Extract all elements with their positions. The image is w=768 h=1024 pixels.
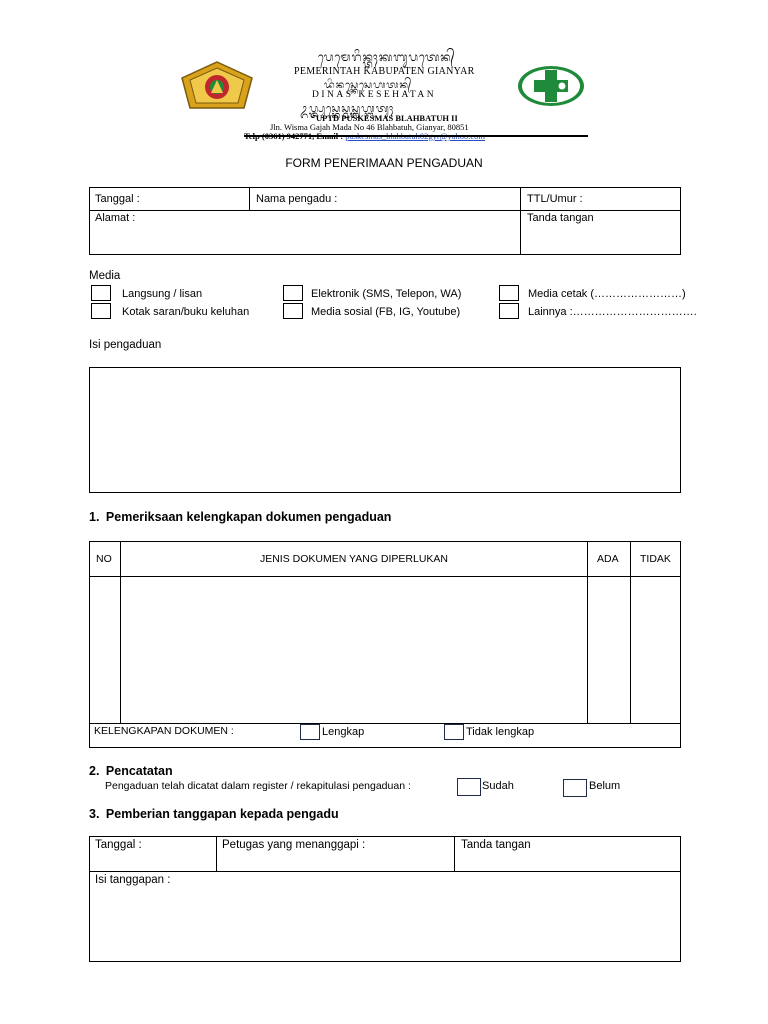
doc-footer-divider (89, 723, 681, 724)
header-col-divider-1 (249, 187, 250, 211)
tanggal-field[interactable]: Tanggal : (95, 193, 140, 205)
section-2-title: Pencatatan (105, 764, 173, 778)
tanggapan-col-2 (454, 836, 455, 872)
col-header-no: NO (96, 553, 112, 565)
col-header-ada: ADA (597, 553, 619, 565)
tanda-tangan-field[interactable]: Tanda tangan (527, 212, 594, 224)
health-cross-logo (516, 64, 586, 108)
doc-header-divider (89, 576, 681, 577)
isi-pengaduan-label: Isi pengaduan (89, 339, 162, 351)
org-line-2: DINAS KESEHATAN (312, 90, 437, 100)
isi-pengaduan-box[interactable] (89, 367, 681, 493)
org-line-3: UPTD PUSKESMAS BLAHBATUH II (316, 113, 458, 123)
tidak-lengkap-label: Tidak lengkap (466, 726, 535, 738)
header-col-divider-2 (520, 187, 521, 255)
checkbox-media-sosial[interactable] (283, 303, 303, 319)
checkbox-elektronik[interactable] (283, 285, 303, 301)
col-header-tidak: TIDAK (640, 553, 671, 565)
checkbox-tidak-lengkap[interactable] (444, 724, 464, 740)
doc-col-ada (630, 541, 631, 724)
tanggapan-row-divider (89, 871, 681, 872)
section-2-number: 2. (89, 764, 100, 778)
tanggapan-table (89, 836, 681, 962)
form-title: FORM PENERIMAAN PENGADUAN (285, 156, 483, 170)
tanggapan-petugas[interactable]: Petugas yang menanggapi : (222, 839, 366, 851)
option-media-sosial: Media sosial (FB, IG, Youtube) (311, 306, 461, 318)
org-line-1: PEMERINTAH KABUPATEN GIANYAR (294, 66, 475, 77)
media-label: Media (89, 270, 121, 282)
sudah-label: Sudah (482, 780, 514, 792)
tanggapan-tanggal[interactable]: Tanggal : (95, 839, 142, 851)
doc-col-jenis (587, 541, 588, 724)
ttl-umur-field[interactable]: TTL/Umur : (527, 193, 583, 205)
isi-tanggapan[interactable]: Isi tanggapan : (95, 874, 171, 886)
section-1-number: 1. (89, 510, 100, 524)
section-3-title: Pemberian tanggapan kepada pengadu (105, 807, 339, 821)
checkbox-media-cetak[interactable] (499, 285, 519, 301)
section-1-heading (89, 510, 391, 524)
balinese-low: ᬉᬧ᭄ᬢ᭄ᬤ᭄ᬧᬸᬲ᭄ᬓᬾᬲ᭄ᬫᬲ᭄ᬩ᭄ᬮᬳ᭄ᬩᬢᬸᬄ (300, 102, 395, 115)
gianyar-regency-logo (178, 60, 256, 112)
option-elektronik: Elektronik (SMS, Telepon, WA) (311, 288, 462, 300)
checkbox-lengkap[interactable] (300, 724, 320, 740)
option-media-cetak: Media cetak (……………………) (528, 288, 686, 300)
checkbox-belum[interactable] (563, 779, 587, 797)
option-lainnya: Lainnya :……………………………. (528, 306, 697, 318)
pencatatan-question: Pengaduan telah dicatat dalam register / rekapitulasi pengaduan : (105, 780, 411, 792)
balinese-mid: ᬤᬶᬦᬲ᭄ᬓᬾᬲᬾᬳᬢᬦ᭄ (324, 80, 413, 91)
lengkap-label: Lengkap (322, 726, 365, 738)
tanggapan-tanda-tangan[interactable]: Tanda tangan (461, 839, 531, 851)
option-kotak-saran: Kotak saran/buku keluhan (122, 306, 250, 318)
address-line: Jln. Wisma Gajah Mada No 46 Blahbatuh, Gianyar, 80851 (270, 122, 469, 132)
belum-label: Belum (589, 780, 621, 792)
section-3-number: 3. (89, 807, 100, 821)
checkbox-lainnya[interactable] (499, 303, 519, 319)
section-3-heading (89, 807, 339, 821)
nama-pengadu-field[interactable]: Nama pengadu : (256, 193, 338, 205)
header-row-divider (89, 210, 681, 211)
balinese-top: ᬧᬾᬫᬾᬭᬶᬦ᭄ᬢᬄᬓᬩᬸᬧᬢᬾᬦ᭄ (318, 50, 456, 64)
checkbox-langsung[interactable] (91, 285, 111, 301)
checkbox-kotak-saran[interactable] (91, 303, 111, 319)
letterhead-divider (244, 135, 588, 137)
section-1-title: Pemeriksaan kelengkapan dokumen pengaduan (105, 510, 392, 524)
doc-col-no (120, 541, 121, 724)
document-table (89, 541, 681, 748)
alamat-field[interactable]: Alamat : (95, 212, 136, 224)
tanggapan-col-1 (216, 836, 217, 872)
kelengkapan-label: KELENGKAPAN DOKUMEN : (94, 725, 234, 737)
letterhead (178, 48, 590, 138)
col-header-jenis: JENIS DOKUMEN YANG DIPERLUKAN (259, 553, 449, 565)
option-langsung: Langsung / lisan (122, 288, 203, 300)
section-2-heading (89, 764, 173, 778)
checkbox-sudah[interactable] (457, 778, 481, 796)
